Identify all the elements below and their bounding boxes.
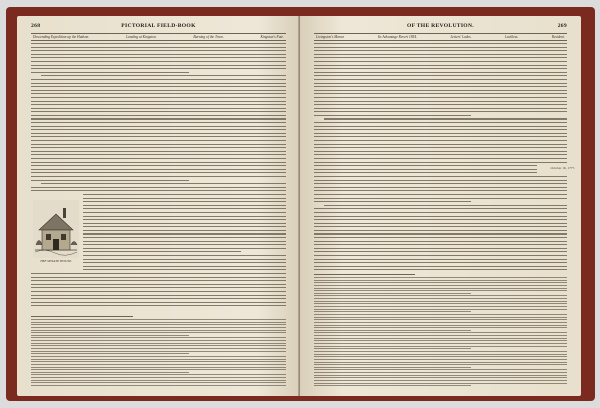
text-line [314, 79, 567, 80]
footnote-line [314, 325, 567, 326]
text-line [314, 259, 567, 260]
footnote-line [31, 327, 286, 328]
footnote-line [314, 285, 567, 286]
text-line [41, 75, 286, 76]
text-line [31, 47, 286, 48]
text-line [314, 241, 567, 242]
text-line [314, 72, 567, 73]
footnote-line [31, 324, 286, 325]
footnote-line [31, 382, 286, 383]
footnote-line [314, 314, 567, 315]
text-line [31, 280, 286, 281]
text-line [31, 158, 286, 159]
text-line [324, 205, 567, 206]
text-line [31, 43, 286, 44]
right-subhead: Its Advantage Revert 1854. [377, 35, 418, 39]
footnote-line [314, 311, 471, 312]
text-line [314, 230, 567, 231]
footnote-line [314, 280, 567, 281]
footnote-line [314, 319, 567, 320]
text-line [314, 47, 567, 48]
left-running-head [31, 23, 286, 33]
left-page-number: 268 [31, 23, 41, 29]
text-line [31, 90, 286, 91]
text-line [314, 237, 567, 238]
text-line [314, 255, 567, 256]
text-line [83, 223, 286, 224]
text-line [31, 190, 286, 191]
text-line [314, 108, 567, 109]
text-line [314, 83, 567, 84]
text-line [83, 226, 286, 227]
text-line [31, 65, 286, 66]
text-line [31, 122, 286, 123]
footnote-line [31, 361, 286, 362]
text-line [314, 115, 471, 116]
footnote-line [31, 335, 189, 336]
text-line [314, 54, 567, 55]
text-line [314, 68, 567, 69]
text-line [31, 144, 286, 145]
footnote-line [314, 359, 567, 360]
left-subhead: Burning of the Town. [193, 35, 224, 39]
text-line [314, 50, 567, 51]
text-line [83, 262, 286, 263]
text-line [31, 93, 286, 94]
footnote-line [31, 364, 286, 365]
footnote-line [314, 377, 567, 378]
footnote-line [31, 374, 286, 375]
text-line [314, 180, 567, 181]
text-line [314, 129, 567, 130]
left-body-text [31, 43, 286, 309]
text-line [31, 298, 286, 299]
text-line [41, 183, 286, 184]
text-line [314, 176, 567, 177]
text-line [31, 151, 286, 152]
text-line [31, 180, 189, 181]
left-footnotes [31, 316, 286, 388]
text-line [31, 284, 286, 285]
text-line [314, 201, 471, 202]
text-line [314, 154, 567, 155]
text-line [314, 248, 567, 249]
text-line [31, 50, 286, 51]
right-page-number: 269 [557, 23, 567, 29]
footnote-line [314, 354, 567, 355]
footnote-line [314, 340, 567, 341]
text-line [31, 57, 286, 58]
footnote-line [314, 356, 567, 357]
text-line [314, 65, 567, 66]
text-line [83, 266, 286, 267]
left-subhead: Descending Expedition up the Hudson. [33, 35, 90, 39]
senate-house-illustration [33, 200, 79, 258]
footnote-line [314, 277, 567, 278]
footnote-line [314, 375, 567, 376]
text-line [31, 126, 286, 127]
footnote-line [31, 319, 286, 320]
text-line [83, 244, 286, 245]
footnote-line [314, 306, 567, 307]
footnote-line [31, 369, 286, 370]
footnote-line [314, 301, 567, 302]
footnote-line [31, 359, 286, 360]
text-line [83, 259, 286, 260]
text-line [314, 57, 567, 58]
text-line [314, 244, 567, 245]
footnote-line [31, 367, 286, 368]
text-line [31, 291, 286, 292]
footnote-line [31, 345, 286, 346]
text-line [31, 287, 286, 288]
text-line [314, 147, 567, 148]
text-line [31, 129, 286, 130]
footnote-line [314, 380, 567, 381]
text-line [314, 194, 567, 195]
text-line [314, 101, 567, 102]
footnote-line [314, 362, 567, 363]
right-subhead: Resident. [551, 35, 565, 39]
footnote-line [314, 330, 471, 331]
text-line [31, 118, 286, 119]
right-running-title: OF THE REVOLUTION. [407, 23, 474, 29]
footnote-line [31, 348, 286, 349]
left-subhead: Landing at Kingston. [126, 35, 157, 39]
footnote-line [314, 309, 567, 310]
text-line [83, 248, 286, 249]
footnote-line [31, 330, 286, 331]
text-line [314, 165, 537, 166]
footnote-line [314, 338, 567, 339]
footnote-line [31, 340, 286, 341]
text-line [314, 61, 567, 62]
footnote-line [31, 372, 189, 373]
text-line [31, 61, 286, 62]
text-line [31, 133, 286, 134]
text-line [83, 219, 286, 220]
text-line [324, 118, 567, 119]
text-line [31, 111, 286, 112]
text-line [83, 201, 286, 202]
right-footnotes [314, 274, 567, 388]
footnote-line [314, 288, 567, 289]
right-subhead: Livingston's Manor. [316, 35, 345, 39]
text-line [31, 101, 286, 102]
footnote-line [314, 335, 567, 336]
text-line [83, 205, 286, 206]
text-line [83, 230, 286, 231]
text-line [314, 262, 567, 263]
text-line [83, 216, 286, 217]
footnote-line [314, 295, 567, 296]
text-line [314, 151, 567, 152]
footnote-line [31, 356, 286, 357]
text-line [83, 212, 286, 213]
text-line [31, 136, 286, 137]
text-line [314, 158, 567, 159]
footnote-line [314, 293, 471, 294]
text-line [314, 187, 567, 188]
text-line [314, 223, 567, 224]
right-subhead: Letters' Lades. [450, 35, 472, 39]
text-line [314, 198, 567, 199]
footnote-line [314, 364, 567, 365]
footnote-line [31, 351, 286, 352]
text-line [31, 104, 286, 105]
footnote-line [314, 317, 567, 318]
footnote-line [31, 337, 286, 338]
text-line [83, 208, 286, 209]
text-line [314, 140, 567, 141]
text-line [314, 162, 567, 163]
text-line [314, 172, 537, 173]
left-running-title: PICTORIAL FIELD-BOOK [121, 23, 196, 29]
footnote-line [314, 346, 567, 347]
text-line [314, 233, 567, 234]
text-line [83, 198, 286, 199]
text-line [31, 154, 286, 155]
left-subhead: Kingston's Fate. [260, 35, 284, 39]
footnote-line [314, 290, 567, 291]
text-line [83, 251, 241, 252]
footnote-line [314, 298, 567, 299]
footnote-rule [31, 316, 133, 317]
text-line [314, 136, 567, 137]
text-line [31, 72, 189, 73]
text-line [31, 172, 286, 173]
text-line [31, 97, 286, 98]
text-line [31, 165, 286, 166]
text-line [31, 176, 286, 177]
footnote-line [314, 282, 567, 283]
text-line [83, 233, 286, 234]
text-line [31, 277, 286, 278]
footnote-line [314, 348, 471, 349]
footnote-line [31, 380, 286, 381]
text-line [83, 269, 286, 270]
right-body-text [314, 43, 567, 273]
text-line [314, 251, 567, 252]
text-line [31, 79, 286, 80]
footnote-line [314, 327, 567, 328]
text-line [31, 187, 286, 188]
text-line [314, 86, 567, 87]
text-line [314, 190, 567, 191]
right-subheads [314, 33, 567, 41]
text-line [314, 169, 537, 170]
senate-house-figure [33, 200, 79, 266]
text-line [31, 140, 286, 141]
text-line [314, 90, 567, 91]
text-line [31, 83, 286, 84]
footnote-line [31, 332, 286, 333]
text-line [314, 93, 567, 94]
text-line [314, 126, 567, 127]
footnote-rule [314, 274, 415, 275]
text-line [314, 144, 567, 145]
text-line [31, 86, 286, 87]
text-line [314, 75, 567, 76]
text-line [314, 216, 567, 217]
text-line [83, 255, 286, 256]
text-line [314, 133, 567, 134]
right-subhead: Luckless. [505, 35, 519, 39]
text-line [314, 269, 567, 270]
left-page [17, 16, 300, 396]
footnote-line [314, 369, 567, 370]
text-line [31, 305, 286, 306]
footnote-line [31, 377, 286, 378]
footnote-line [314, 343, 567, 344]
text-line [31, 273, 286, 274]
footnote-line [314, 383, 567, 384]
text-line [31, 295, 286, 296]
text-line [31, 302, 286, 303]
text-line [31, 162, 286, 163]
text-line [314, 212, 567, 213]
text-line [314, 104, 567, 105]
text-line [83, 237, 286, 238]
text-line [314, 183, 567, 184]
footnote-line [314, 385, 471, 386]
text-line [314, 266, 567, 267]
footnote-line [314, 367, 471, 368]
footnote-line [314, 332, 567, 333]
right-running-head [314, 23, 567, 33]
text-line [83, 194, 286, 195]
text-line [314, 122, 567, 123]
text-line [31, 108, 286, 109]
figure-caption: THE SENATE HOUSE. [40, 259, 72, 263]
footnote-line [31, 353, 189, 354]
text-line [314, 111, 567, 112]
text-line [314, 97, 567, 98]
margin-note: October 16, 1777. [550, 166, 575, 170]
text-line [31, 115, 286, 116]
footnote-line [314, 303, 567, 304]
left-subheads [31, 33, 286, 41]
text-line [314, 226, 567, 227]
right-page [300, 16, 581, 396]
footnote-line [314, 351, 567, 352]
footnote-line [314, 372, 567, 373]
text-line [83, 241, 286, 242]
text-line [31, 169, 286, 170]
footnote-line [31, 343, 286, 344]
text-line [314, 219, 567, 220]
footnote-line [31, 322, 286, 323]
footnote-line [31, 385, 286, 386]
text-line [31, 54, 286, 55]
text-line [314, 208, 567, 209]
text-line [314, 43, 567, 44]
text-line [31, 68, 286, 69]
footnote-line [314, 322, 567, 323]
text-line [31, 147, 286, 148]
